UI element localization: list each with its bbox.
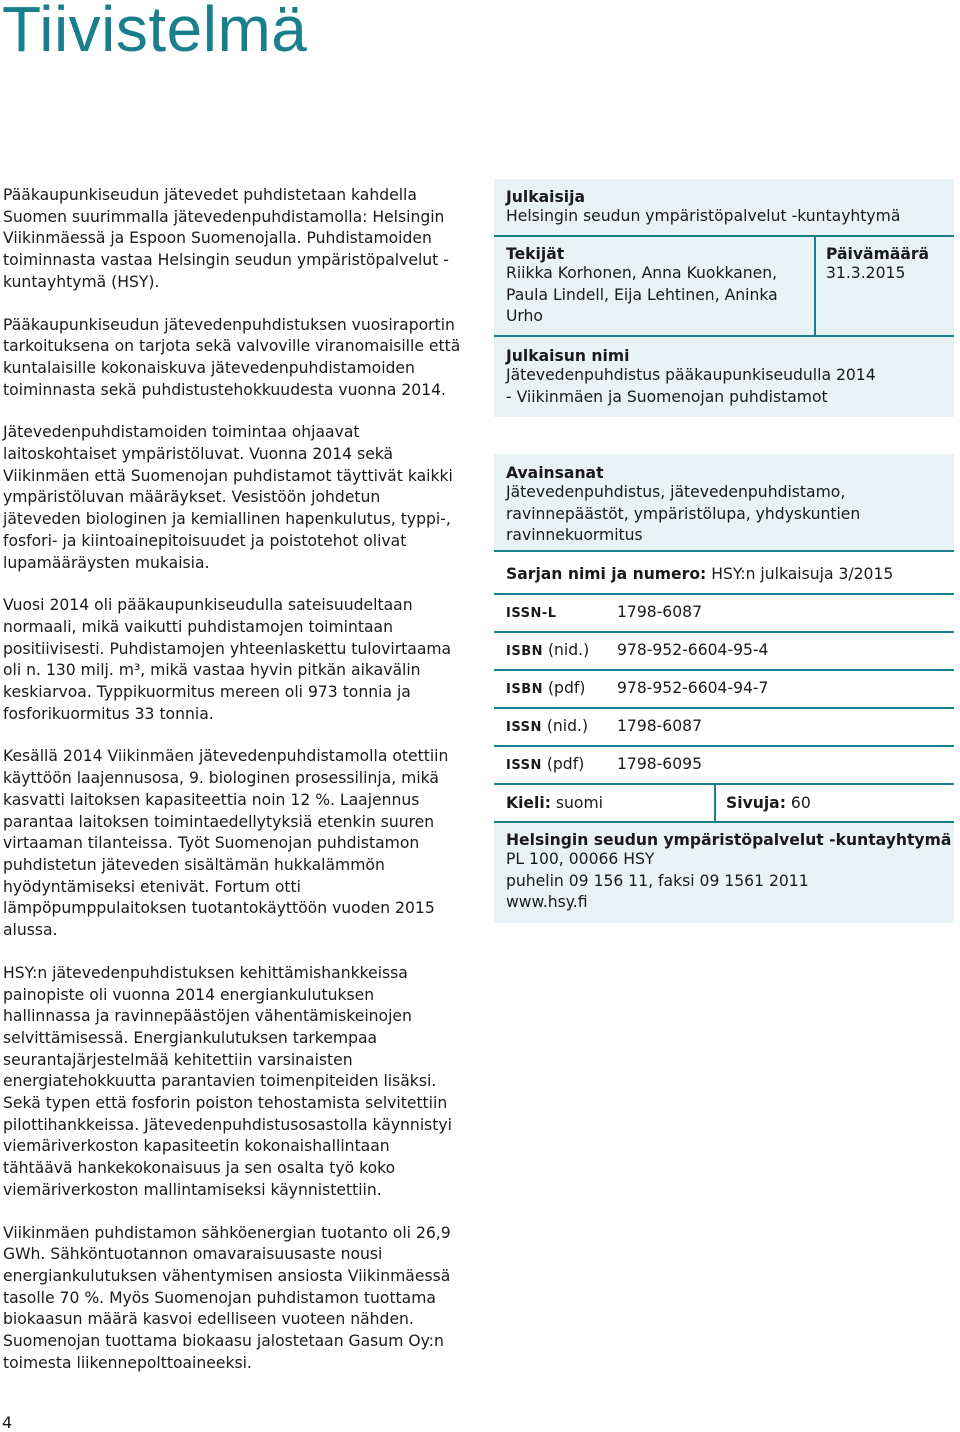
identifier-type: ISBN <box>506 682 543 697</box>
kieli <box>506 794 603 812</box>
divider <box>494 669 954 671</box>
identifier-row <box>506 603 702 627</box>
sarja-label: Sarjan nimi ja numero: <box>506 565 707 583</box>
identifier-suffix: (pdf) <box>546 755 585 773</box>
identifier-number: 1798-6095 <box>617 755 702 773</box>
contact-address: PL 100, 00066 HSY <box>506 850 655 868</box>
divider <box>494 745 954 747</box>
divider <box>494 550 954 552</box>
sivuja <box>726 794 811 812</box>
divider <box>714 785 716 821</box>
paragraph: HSY:n jätevedenpuhdistuksen kehittämishankkeissa painopiste oli vuonna 2014 energiankulutuksen hallinnassa ja ravinnepäästöjen vähentämiskeinojen selvittämisessä. Energiankulutuksen tarkempaa seurantajärjestelmää kehitettiin varsinaisten energiatehokkuutta parantavien toimenpiteiden lisäksi. Sekä typen että fosforin poiston tehostamista selvitettiin pilottihankkeissa. Jätevedenpuhdistusosastolla käynnistyi viemäriverkoston kapasiteetin kokonaishallintaan tähtäävä hankekokonaisuus ja sen osalta työ koko viemäriverkoston mallintamiseksi käynnistettiin. <box>3 963 452 1199</box>
avainsanat-value: Jätevedenpuhdistus, jätevedenpuhdistamo, ravinnepäästöt, ympäristölupa, yhdyskuntien ravinnekuormitus <box>506 483 861 545</box>
nimi-value-1: Jätevedenpuhdistus pääkaupunkiseudulla 2014 <box>506 366 876 384</box>
identifier-row <box>506 755 702 779</box>
identifier-number: 1798-6087 <box>617 603 702 621</box>
identifier-type: ISSN <box>506 720 542 735</box>
divider <box>494 235 954 237</box>
divider <box>494 707 954 709</box>
identifier-number: 978-952-6604-94-7 <box>617 679 769 697</box>
avainsanat-label: Avainsanat <box>506 464 604 482</box>
identifier-type: ISSN <box>506 758 542 773</box>
contact-phone: puhelin 09 156 11, faksi 09 1561 2011 <box>506 871 809 890</box>
identifier-type: ISSN <box>506 606 542 621</box>
divider <box>814 237 816 335</box>
paivamaara-label: Päivämäärä <box>826 245 930 263</box>
summary-text <box>3 185 463 1395</box>
contact-box <box>494 823 954 923</box>
tekijat-value: Riikka Korhonen, Anna Kuokkanen, Paula Lindell, Eija Lehtinen, Aninka Urho <box>506 264 778 326</box>
paragraph: Vuosi 2014 oli pääkaupunkiseudulla sateisuudeltaan normaali, mikä vaikutti puhdistamojen toimintaan positiivisesti. Puhdistamojen yhteenlaskettu tulovirtaama oli n. 130 milj. m³, mikä vastaa hyvin pitkän aikavälin keskiarvoa. Typpikuormitus mereen oli 973 tonnia ja fosforikuormitus 33 tonnia. <box>3 596 452 723</box>
identifier-suffix: (nid.) <box>547 641 590 659</box>
divider <box>494 631 954 633</box>
contact-web[interactable]: www.hsy.fi <box>506 893 588 912</box>
identifier-number: 1798-6087 <box>617 717 702 735</box>
julkaisija-label: Julkaisija <box>506 188 585 206</box>
page-title: Tiivistelmä <box>2 0 308 65</box>
publisher-box <box>494 179 954 417</box>
sivuja-label: Sivuja: <box>726 794 786 812</box>
identifier-suffix: (nid.) <box>546 717 589 735</box>
paragraph: Jätevedenpuhdistamoiden toimintaa ohjaavat laitoskohtaiset ympäristöluvat. Vuonna 2014 sekä Viikinmäen että Suomenojan puhdistamot täyttivät kaikki ympäristöluvan määräykset. Vesistöön johdetun jäteveden biologinen ja kemiallinen hapenkulutus, typpi-, fosfori- ja kiintoainepitoisuudet ja poistotehot olivat lupamääräysten mukaisia. <box>3 423 453 572</box>
divider <box>494 783 954 785</box>
contact-name: Helsingin seudun ympäristöpalvelut -kuntayhtymä <box>506 831 952 849</box>
sivuja-value: 60 <box>790 794 811 812</box>
tekijat-label: Tekijät <box>506 245 565 263</box>
paragraph: Pääkaupunkiseudun jätevedenpuhdistuksen vuosiraportin tarkoituksena on tarjota sekä valvoville viranomaisille että kuntalaisille kokonaiskuva jätevedenpuhdistamoiden toiminnasta sekä puhdistustehokkuudesta vuonna 2014. <box>3 315 461 399</box>
paragraph: Kesällä 2014 Viikinmäen jätevedenpuhdistamolla otettiin käyttöön laajennusosa, 9. biologinen prosessilinja, mikä kasvatti laitoksen kapasiteettia noin 12 %. Laajennus parantaa laitoksen toimintaedellytyksiä etenkin suuren virtaaman tilanteissa. Työt Suomenojan puhdistamon puhdistetun jäteveden sisältämän hukkalämmön hyödyntämiseksi etenivät. Fortum otti lämpöpumppulaitoksen tuotantokäyttöön vuoden 2015 alussa. <box>3 747 449 940</box>
identifier-type: ISBN <box>506 644 543 659</box>
paragraph: Viikinmäen puhdistamon sähköenergian tuotanto oli 26,9 GWh. Sähköntuotannon omavaraisuusaste nousi energiankulutuksen vähentymisen ansiosta Viikinmäessä tasolle 70 %. Myös Suomenojan puhdistamon tuottama biokaasun määrä kasvoi edelliseen vuoteen nähden. Suomenojan tuottama biokaasu jalostetaan Gasum Oy:n toimesta liikennepolttoaineeksi. <box>3 1223 451 1372</box>
identifier-suffix: -L <box>541 606 557 621</box>
divider <box>494 593 954 595</box>
keywords-box <box>494 454 954 550</box>
julkaisija-value: Helsingin seudun ympäristöpalvelut -kuntayhtymä <box>506 207 901 225</box>
paragraph: Pääkaupunkiseudun jätevedet puhdistetaan kahdella Suomen suurimmalla jätevedenpuhdistamolla: Helsingin Viikinmäessä ja Espoon Suomenojalla. Puhdistamoiden toiminnasta vastaa Helsingin seudun ympäristöpalvelut -kuntayhtymä (HSY). <box>3 186 449 291</box>
identifier-suffix: (pdf) <box>547 679 586 697</box>
page-number: 4 <box>2 1413 13 1432</box>
identifier-row <box>506 641 769 665</box>
divider <box>494 335 954 337</box>
identifier-row <box>506 717 702 741</box>
identifier-row <box>506 679 769 703</box>
identifier-number: 978-952-6604-95-4 <box>617 641 769 659</box>
kieli-value: suomi <box>555 794 603 812</box>
nimi-value-2: - Viikinmäen ja Suomenojan puhdistamot <box>506 387 828 406</box>
sarja-value: HSY:n julkaisuja 3/2015 <box>711 565 894 583</box>
kieli-label: Kieli: <box>506 794 551 812</box>
nimi-label: Julkaisun nimi <box>506 347 630 365</box>
paivamaara-value: 31.3.2015 <box>826 264 906 282</box>
